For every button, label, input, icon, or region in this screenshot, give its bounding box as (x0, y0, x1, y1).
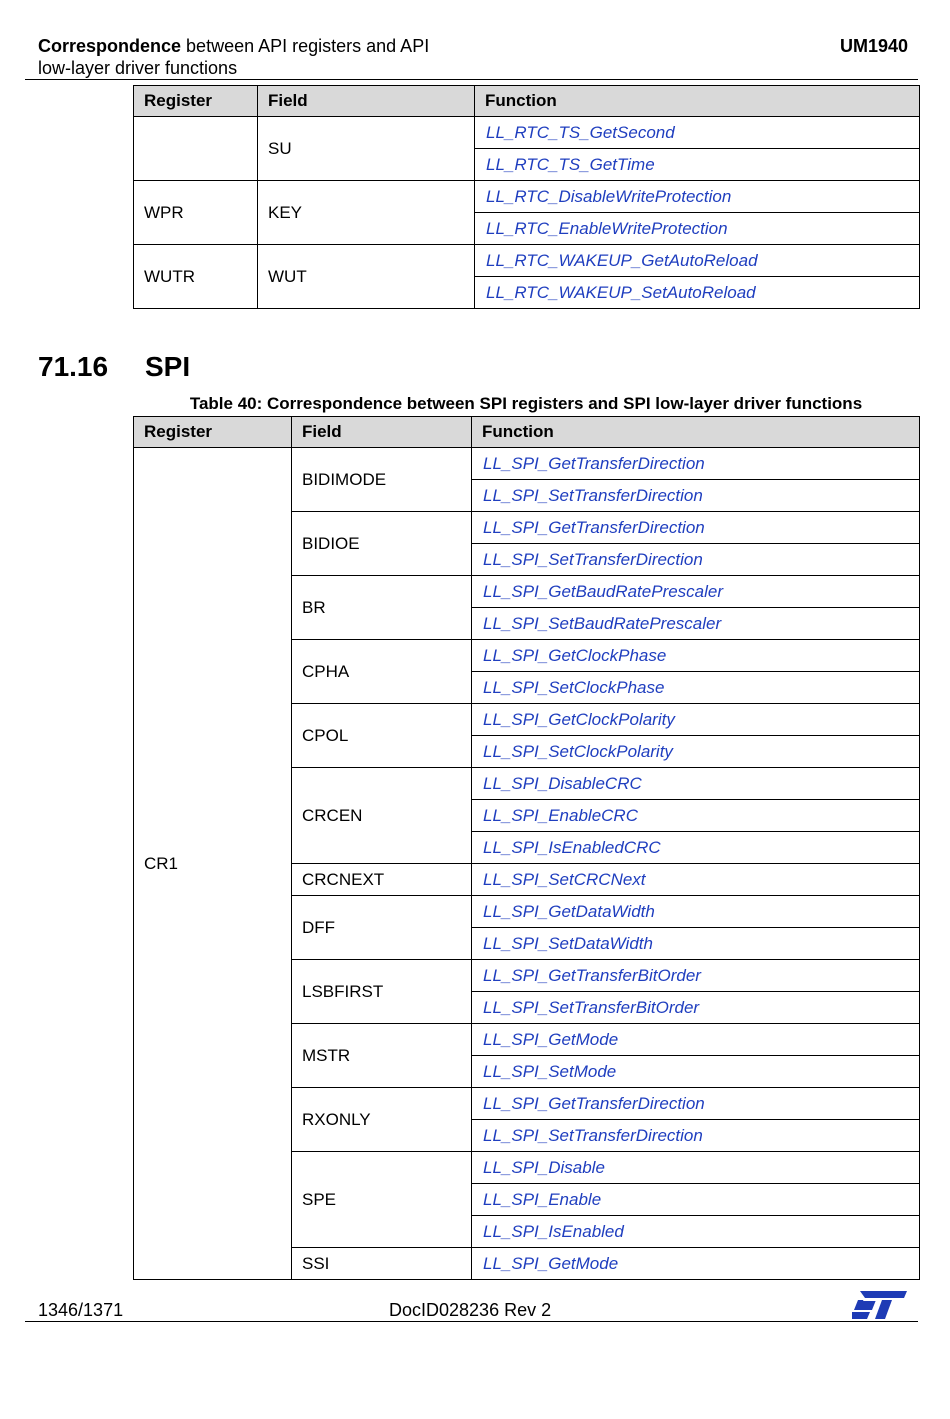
column-header-field: Field (292, 417, 472, 448)
function-link[interactable]: LL_SPI_GetTransferDirection (472, 1088, 920, 1120)
function-link[interactable]: LL_SPI_SetTransferDirection (472, 480, 920, 512)
function-link[interactable]: LL_SPI_IsEnabled (472, 1216, 920, 1248)
column-header-function: Function (475, 86, 920, 117)
function-link[interactable]: LL_RTC_WAKEUP_GetAutoReload (475, 245, 920, 277)
function-link[interactable]: LL_SPI_IsEnabledCRC (472, 832, 920, 864)
header-title-rest: between API registers and API (181, 36, 430, 56)
field-cell: SU (258, 117, 475, 181)
function-link[interactable]: LL_SPI_GetTransferDirection (472, 448, 920, 480)
function-link[interactable]: LL_RTC_DisableWriteProtection (475, 181, 920, 213)
field-cell: CPOL (292, 704, 472, 768)
function-link[interactable]: LL_RTC_WAKEUP_SetAutoReload (475, 277, 920, 309)
function-link[interactable]: LL_SPI_GetClockPolarity (472, 704, 920, 736)
field-cell: BIDIMODE (292, 448, 472, 512)
table-header-row (134, 417, 920, 448)
field-cell: CPHA (292, 640, 472, 704)
function-link[interactable]: LL_SPI_Enable (472, 1184, 920, 1216)
field-cell: BIDIOE (292, 512, 472, 576)
function-link[interactable]: LL_RTC_TS_GetTime (475, 149, 920, 181)
function-link[interactable]: LL_SPI_GetMode (472, 1248, 920, 1280)
field-cell: BR (292, 576, 472, 640)
register-cell: WUTR (134, 245, 258, 309)
field-cell: DFF (292, 896, 472, 960)
function-link[interactable]: LL_SPI_SetTransferBitOrder (472, 992, 920, 1024)
field-cell: MSTR (292, 1024, 472, 1088)
table-row (134, 181, 920, 213)
section-number: 71.16 (38, 351, 109, 382)
function-link[interactable]: LL_SPI_GetMode (472, 1024, 920, 1056)
page-header-title (38, 35, 429, 79)
page-number: 1346/1371 (38, 1300, 124, 1320)
header-divider (25, 79, 918, 80)
rtc-register-table (133, 85, 920, 309)
column-header-register: Register (134, 86, 258, 117)
function-link[interactable]: LL_SPI_GetClockPhase (472, 640, 920, 672)
function-link[interactable]: LL_SPI_GetTransferBitOrder (472, 960, 920, 992)
field-cell: CRCEN (292, 768, 472, 864)
field-cell: RXONLY (292, 1088, 472, 1152)
register-cell: WPR (134, 181, 258, 245)
function-link[interactable]: LL_SPI_SetDataWidth (472, 928, 920, 960)
column-header-register: Register (134, 417, 292, 448)
function-link[interactable]: LL_SPI_SetClockPolarity (472, 736, 920, 768)
function-link[interactable]: LL_SPI_SetTransferDirection (472, 1120, 920, 1152)
field-cell: KEY (258, 181, 475, 245)
function-link[interactable]: LL_SPI_GetTransferDirection (472, 512, 920, 544)
header-doc-code: UM1940 (839, 36, 908, 56)
header-title-bold: Correspondence (38, 36, 182, 56)
table-row (134, 448, 920, 480)
function-link[interactable]: LL_SPI_DisableCRC (472, 768, 920, 800)
field-cell: LSBFIRST (292, 960, 472, 1024)
field-cell: CRCNEXT (292, 864, 472, 896)
st-logo-icon (852, 1288, 908, 1320)
function-link[interactable]: LL_SPI_SetClockPhase (472, 672, 920, 704)
function-link[interactable]: LL_SPI_SetTransferDirection (472, 544, 920, 576)
function-link[interactable]: LL_RTC_TS_GetSecond (475, 117, 920, 149)
function-link[interactable]: LL_SPI_Disable (472, 1152, 920, 1184)
doc-id: DocID028236 Rev 2 (389, 1300, 552, 1320)
field-cell: SSI (292, 1248, 472, 1280)
column-header-field: Field (258, 86, 475, 117)
spi-register-table (133, 416, 920, 1280)
table-row (134, 117, 920, 149)
register-cell: CR1 (134, 448, 292, 1280)
table-header-row (134, 86, 920, 117)
column-header-function: Function (472, 417, 920, 448)
section-heading (38, 350, 190, 384)
function-link[interactable]: LL_RTC_EnableWriteProtection (475, 213, 920, 245)
function-link[interactable]: LL_SPI_GetDataWidth (472, 896, 920, 928)
function-link[interactable]: LL_SPI_SetBaudRatePrescaler (472, 608, 920, 640)
function-link[interactable]: LL_SPI_EnableCRC (472, 800, 920, 832)
section-title: SPI (145, 351, 191, 382)
function-link[interactable]: LL_SPI_GetBaudRatePrescaler (472, 576, 920, 608)
function-link[interactable]: LL_SPI_SetCRCNext (472, 864, 920, 896)
header-title-line2: low-layer driver functions (38, 58, 238, 78)
field-cell: SPE (292, 1152, 472, 1248)
table-row (134, 245, 920, 277)
table-caption: Table 40: Correspondence between SPI registers and SPI low-layer driver functions (189, 394, 863, 413)
field-cell: WUT (258, 245, 475, 309)
footer-divider (25, 1321, 918, 1322)
function-link[interactable]: LL_SPI_SetMode (472, 1056, 920, 1088)
register-cell (134, 117, 258, 181)
